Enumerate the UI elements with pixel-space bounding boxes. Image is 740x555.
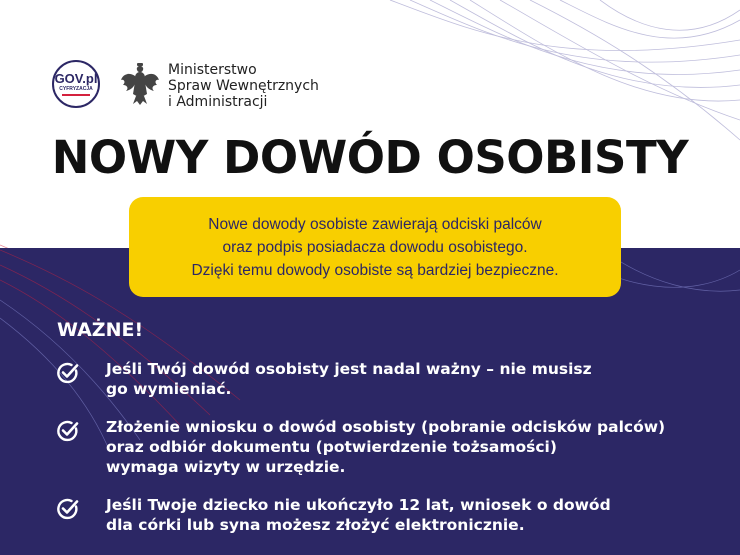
polish-eagle-icon xyxy=(120,60,160,106)
check-circle-icon xyxy=(56,419,80,443)
highlight-line-2: oraz podpis posiadacza dowodu osobistego. xyxy=(222,238,528,256)
gov-logo-sub: CYFRYZACJA xyxy=(59,86,93,92)
item-2-line-3: wymaga wizyty w urzędzie. xyxy=(106,458,346,476)
check-circle-icon xyxy=(56,361,80,385)
ministry-line-1: Ministerstwo xyxy=(168,62,257,78)
ministry-name xyxy=(168,62,319,110)
highlight-line-3: Dzięki temu dowody osobiste są bardziej bezpieczne. xyxy=(191,261,559,279)
highlight-box xyxy=(129,197,621,297)
item-3-line-2: dla córki lub syna możesz złożyć elektronicznie. xyxy=(106,516,525,534)
gov-logo-main: GOV.pl xyxy=(54,71,98,86)
ministry-line-3: i Administracji xyxy=(168,94,268,110)
ministry-line-2: Spraw Wewnętrznych xyxy=(168,78,319,94)
page-title: NOWY DOWÓD OSOBISTY xyxy=(51,131,689,184)
important-heading: WAŻNE! xyxy=(57,319,144,341)
item-2-line-2: oraz odbiór dokumentu (potwierdzenie tożsamości) xyxy=(106,438,557,456)
gov-pl-logo xyxy=(52,60,100,108)
check-circle-icon xyxy=(56,497,80,521)
item-1-line-2: go wymieniać. xyxy=(106,380,232,398)
highlight-line-1: Nowe dowody osobiste zawierają odciski palców xyxy=(208,215,542,233)
item-1-line-1: Jeśli Twój dowód osobisty jest nadal ważny – nie musisz xyxy=(106,360,592,378)
item-2-line-1: Złożenie wniosku o dowód osobisty (pobranie odcisków palców) xyxy=(106,418,666,436)
gov-logo-bar xyxy=(62,94,90,96)
item-3-line-1: Jeśli Twoje dziecko nie ukończyło 12 lat, wniosek o dowód xyxy=(106,496,611,514)
header-logos xyxy=(52,60,319,110)
